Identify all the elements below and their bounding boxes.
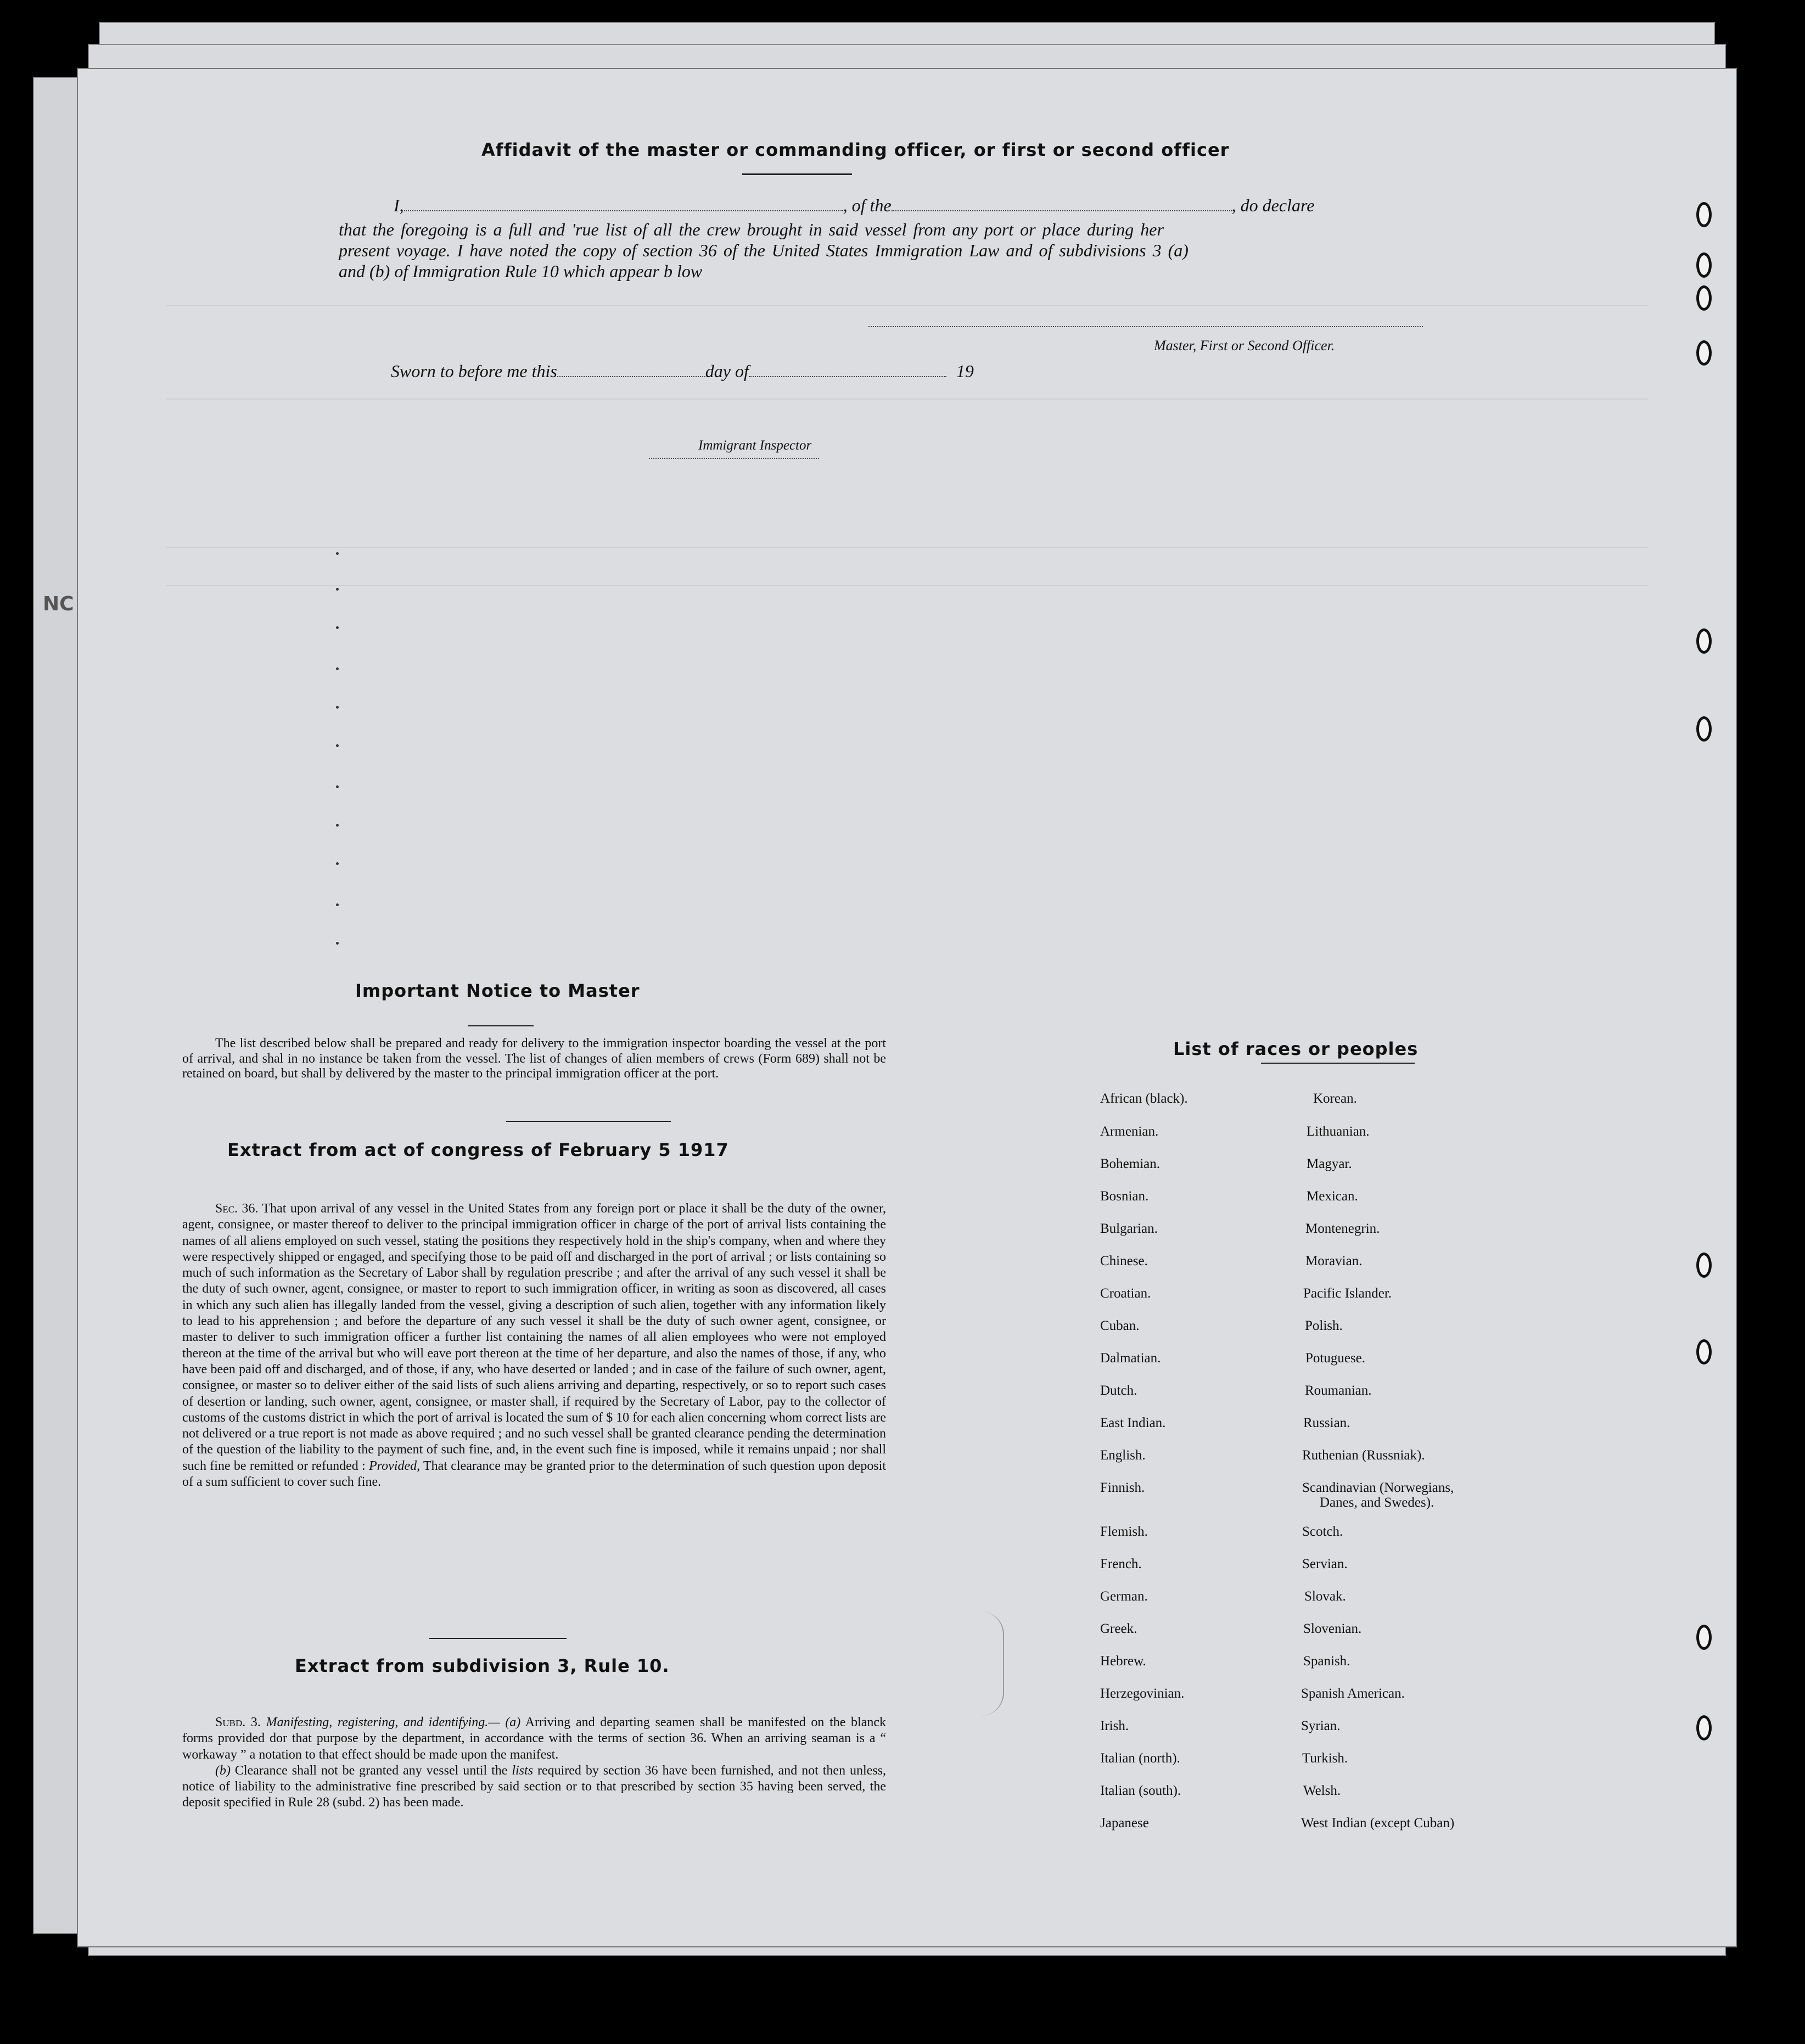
sworn-day-label: day of xyxy=(705,361,749,381)
affidavit-i: I, xyxy=(394,195,404,215)
sworn-label: Sworn to before me this xyxy=(391,361,557,381)
para-b-text-1: Clearance shall not be granted any vessel until the xyxy=(234,1763,508,1778)
sworn-month-blank xyxy=(749,361,946,377)
dot-6 xyxy=(336,744,339,747)
binder-hole-icon xyxy=(1696,1253,1712,1278)
race-item: Turkish. xyxy=(1302,1751,1348,1766)
notice-rule xyxy=(468,1025,534,1026)
race-item: Slovenian. xyxy=(1303,1621,1362,1636)
binder-hole-icon xyxy=(1696,340,1712,366)
race-item: Italian (south). xyxy=(1100,1783,1181,1798)
race-item: Polish. xyxy=(1305,1318,1343,1333)
rule-heading: Extract from subdivision 3, Rule 10. xyxy=(295,1655,670,1676)
para-a-marker: (a) xyxy=(505,1715,521,1729)
para-b-text-2: required by section 36 have been furnished, and not then unless, notice of liability to the administrative fine prescribed by said section or to that prescribed by section 35 having been served, the deposit specified in Rule 28 (subd. 2) has been made. xyxy=(182,1763,886,1810)
race-item: Greek. xyxy=(1100,1621,1137,1636)
affidavit-heading: Affidavit of the master or commanding officer, or first or second officer xyxy=(481,139,1230,160)
race-item: Croatian. xyxy=(1100,1286,1151,1301)
race-item: French. xyxy=(1100,1557,1142,1571)
race-item: Flemish. xyxy=(1100,1524,1148,1539)
race-item: Montenegrin. xyxy=(1305,1221,1380,1236)
races-heading: List of races or peoples xyxy=(1173,1038,1419,1059)
binder-hole-icon xyxy=(1696,1715,1712,1740)
para-b-marker: (b) xyxy=(215,1763,231,1778)
rule-para-a xyxy=(182,1715,886,1763)
race-item: Spanish American. xyxy=(1301,1686,1405,1701)
binder-hole-icon xyxy=(1696,716,1712,742)
race-item: Scandinavian (Norwegians, xyxy=(1302,1480,1454,1495)
race-item: Potuguese. xyxy=(1305,1351,1366,1366)
race-item: Slovak. xyxy=(1304,1589,1346,1604)
act-body-tail: That clearance may be granted prior to the determination of such question upon deposit of a sum sufficient to cover such fine. xyxy=(182,1458,887,1490)
race-item: German. xyxy=(1100,1589,1148,1604)
bleed-through-heading xyxy=(144,130,156,159)
race-item: Korean. xyxy=(1313,1091,1357,1106)
binder-hole-icon xyxy=(1696,202,1712,227)
affidavit-of-the: , of the xyxy=(843,195,892,215)
para-b-lists: lists xyxy=(512,1763,534,1778)
signature-label: Master, First or Second Officer. xyxy=(1154,338,1335,353)
dot-1 xyxy=(336,552,339,555)
dot-7 xyxy=(336,785,339,788)
notice-text: The list described below shall be prepared and ready for delivery to the immigration inspector boarding the vessel at the port of arrival, and shal in no instance be taken from the vessel. The list of changes of alien members of crews (Form 689) shall not be retained on board, but shall by delivered by the master to the principal immigration officer at the port. xyxy=(182,1036,886,1081)
race-item: Cuban. xyxy=(1100,1318,1140,1333)
race-item: Magyar. xyxy=(1307,1156,1352,1171)
dot-3 xyxy=(336,626,339,629)
binder-hole-icon xyxy=(1696,628,1712,654)
race-item: Ruthenian (Russniak). xyxy=(1302,1448,1425,1463)
affidavit-line-3: present voyage. I have noted the copy of section 36 of the United States Immigration Law and of subdivisions 3 (a) xyxy=(339,240,1189,260)
act-provided: Provided, xyxy=(369,1458,421,1473)
race-item: African (black). xyxy=(1100,1091,1188,1106)
race-item: Dalmatian. xyxy=(1100,1351,1161,1366)
affidavit-line-2: that the foregoing is a full and 'rue list of all the crew brought in said vessel from any port or place during her xyxy=(339,220,1164,239)
affidavit-line-1 xyxy=(394,194,1470,216)
inspector-label: Immigrant Inspector xyxy=(698,438,812,453)
race-item: Bohemian. xyxy=(1100,1156,1161,1171)
bleed-line-3 xyxy=(166,547,1648,548)
race-item: Welsh. xyxy=(1303,1783,1341,1798)
subd-label: Subd. 3. xyxy=(215,1715,261,1729)
races-heading-underline xyxy=(1261,1063,1415,1064)
race-item: Roumanian. xyxy=(1305,1383,1372,1398)
race-item: Moravian. xyxy=(1305,1254,1363,1268)
race-item: Chinese. xyxy=(1100,1254,1148,1268)
race-item: Scotch. xyxy=(1302,1524,1343,1539)
affidavit-line-4: and (b) of Immigration Rule 10 which appear b low xyxy=(339,261,703,281)
subd-title: Manifesting, registering, and identifying.— xyxy=(266,1715,500,1729)
race-item: Hebrew. xyxy=(1100,1654,1146,1669)
binder-hole-icon xyxy=(1696,1339,1712,1364)
sworn-date-blank xyxy=(557,361,705,377)
vessel-blank xyxy=(892,195,1232,211)
race-item: Pacific Islander. xyxy=(1303,1286,1392,1301)
race-item: Italian (north). xyxy=(1100,1751,1180,1766)
bleed-line-4 xyxy=(166,585,1648,586)
race-item: English. xyxy=(1100,1448,1146,1463)
race-item: Syrian. xyxy=(1301,1719,1341,1733)
dot-2 xyxy=(336,588,339,591)
race-item: Bulgarian. xyxy=(1100,1221,1158,1236)
race-item: West Indian (except Cuban) xyxy=(1301,1816,1455,1830)
dot-5 xyxy=(336,706,339,709)
binder-hole-icon xyxy=(1696,285,1712,311)
pencil-stroke xyxy=(981,1611,1004,1716)
binder-hole-icon xyxy=(1696,252,1712,278)
name-blank xyxy=(404,195,843,211)
race-item: Herzegovinian. xyxy=(1100,1686,1185,1701)
act-heading: Extract from act of congress of February 5 1917 xyxy=(227,1139,729,1160)
race-item: Armenian. xyxy=(1100,1124,1159,1139)
race-item: Dutch. xyxy=(1100,1383,1137,1398)
act-body: That upon arrival of any vessel in the United States from any foreign port or place it shall be the duty of the owner, agent, consignee, or master thereof to deliver to the principal immigration officer in charge of the port of arrival lists containing the names of all aliens employed on such vessel, stating the positions they respectively hold in the ship's company, when and where they were respectively shipped or engaged, and specifying those to be paid off and discharged in the port of arrival ; or lists containing so much of such information as the Secretary of Labor shall by regulation prescribe ; and after the arrival of any such vessel it shall be the duty of such owner, agent, consignee, or master to report to such immigration officer, in writing as soon as discovered, all cases in which any such alien has illegally landed from the vessel, giving a description of such alien, together with any information likely to lead to his apprehension ; and before the departure of any such vessel it shall be the duty of such owner agent, consignee, or master to deliver to such immigration officer a further list containing the names of all alien employees who were not employed thereon at the time of the arrival but who will eave port thereon at the time of her departure, and also the names of those, if any, who have been paid off and discharged, and of those, if any, who have deserted or landed ; and in case of the failure of such owner, agent, consignee, or master so to deliver either of the said lists of such aliens arriving and departing, respectively, or so to report such cases of desertion or landing, such owner, agent, consignee, or master shall, if required by the Secretary of Labor, pay to the collector of customs of the customs district in which the port of arrival is located the sum of $ 10 for each alien concerning whom correct lists are not delivered or a true report is not made as above required ; and no such vessel shall be granted clearance pending the determination of the question of the liability to the payment of such fine, and, in the event such fine is imposed, while it remains unpaid ; nor shall such fine be remitted or refunded : xyxy=(182,1201,886,1473)
race-item: Japanese xyxy=(1100,1816,1149,1830)
sworn-line xyxy=(391,360,974,382)
race-item: East Indian. xyxy=(1100,1416,1166,1430)
act-separator xyxy=(429,1638,567,1639)
bleed-line-1 xyxy=(166,305,1648,306)
race-item: Servian. xyxy=(1302,1557,1348,1571)
dot-4 xyxy=(336,667,339,670)
race-item: Mexican. xyxy=(1307,1189,1358,1204)
sworn-year: 19 xyxy=(956,361,974,381)
act-section-label: Sec. 36. xyxy=(215,1201,259,1216)
bleed-line-2 xyxy=(166,398,1648,400)
race-item: Finnish. xyxy=(1100,1480,1145,1495)
race-item: Lithuanian. xyxy=(1307,1124,1370,1139)
race-item: Spanish. xyxy=(1303,1654,1350,1669)
manifest-page xyxy=(77,68,1737,1947)
race-item: Irish. xyxy=(1100,1719,1129,1733)
binder-hole-icon xyxy=(1696,1625,1712,1650)
notice-separator xyxy=(506,1121,671,1122)
affidavit-heading-rule xyxy=(742,173,852,175)
rule-para-b xyxy=(182,1763,886,1811)
affidavit-declare: , do declare xyxy=(1231,195,1315,215)
dot-9 xyxy=(336,862,339,865)
race-item: Danes, and Swedes). xyxy=(1320,1495,1434,1510)
dot-11 xyxy=(336,942,339,945)
race-item: Russian. xyxy=(1303,1416,1350,1430)
margin-mark: NC xyxy=(43,593,74,615)
rule-text xyxy=(182,1715,886,1811)
notice-heading: Important Notice to Master xyxy=(355,980,640,1001)
race-item: Bosnian. xyxy=(1100,1189,1149,1204)
signature-blank xyxy=(868,311,1423,327)
dot-10 xyxy=(336,903,339,906)
act-text xyxy=(182,1201,886,1490)
dot-8 xyxy=(336,824,339,827)
para-a-text: Arriving and departing seamen shall be manifested on the blanck forms provided dor that purpose by the department, in accordance with the terms of section 36. When an arriving seaman is a “ workaway ” a notation to that effect should be made upon the manifest. xyxy=(182,1715,887,1762)
